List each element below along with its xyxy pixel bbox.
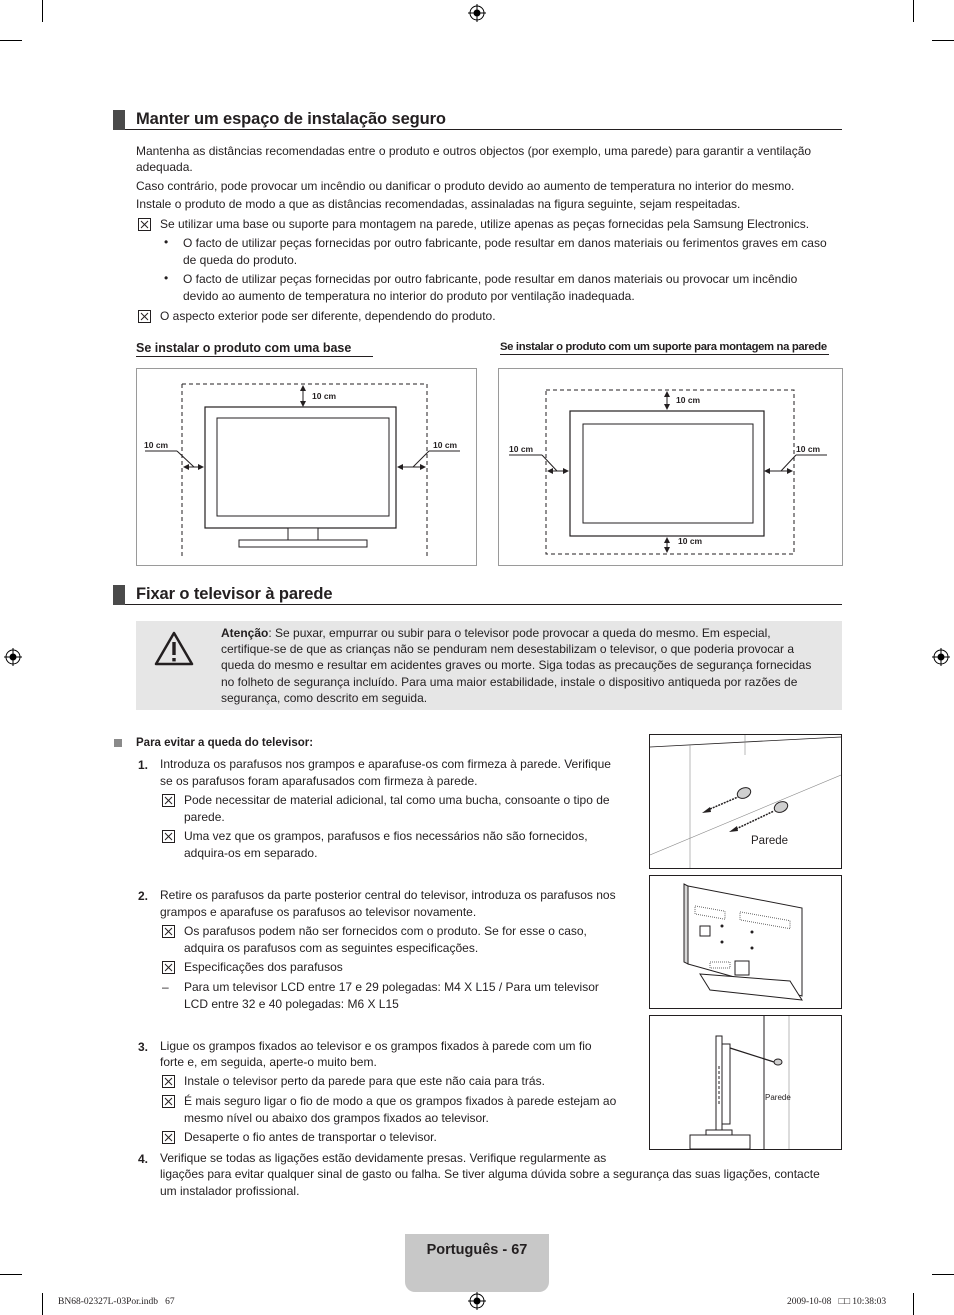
bullet-text: O facto de utilizar peças fornecidas por outro fabricante, pode resultar em danos materiais ou ferimentos graves em caso (183, 236, 827, 250)
illustration-tv-back (649, 875, 842, 1009)
note-text: Desaperte o fio antes de transportar o televisor. (184, 1130, 437, 1144)
crop-mark (42, 0, 43, 22)
step-number: 3. (138, 1040, 149, 1054)
step-number: 4. (138, 1152, 149, 1166)
registration-mark-icon (4, 648, 22, 666)
warning-line: queda do mesmo e resultar em acidentes graves ou morte. Siga todas as precauções de segurança fornecidas (221, 658, 812, 672)
note-icon (162, 830, 175, 843)
note-text: Especificações dos parafusos (184, 960, 343, 974)
stand-clearance-diagram (137, 369, 476, 565)
illustration-wall-brackets (649, 734, 842, 869)
dash-bullet: – (162, 980, 169, 994)
note-icon (138, 310, 151, 323)
crop-mark (0, 1274, 22, 1275)
note-text: Se utilizar uma base ou suporte para montagem na parede, utilize apenas as peças fornecidas pela Samsung Electronics. (160, 217, 810, 231)
section-title: Fixar o televisor à parede (136, 585, 333, 603)
crop-mark (913, 1293, 914, 1315)
illustration-label: Parede (765, 1093, 791, 1102)
note-text: Uma vez que os grampos, parafusos e fios necessários não são fornecidos, (184, 829, 588, 843)
warning-line: segurança, como descrito em seguida. (221, 691, 428, 705)
registration-mark-icon (468, 4, 486, 22)
step-text: Verifique se todas as ligações estão devidamente presas. Verifique regularmente as (160, 1151, 607, 1165)
heading-bar (113, 585, 125, 605)
print-date: 2009-10-08 □□ 10:38:03 (787, 1297, 887, 1307)
note-text: Os parafusos podem não ser fornecidos com o produto. Se for esse o caso, (184, 924, 587, 938)
warning-triangle-icon (154, 631, 194, 666)
warning-line: no folheto de segurança incluído. Para uma maior estabilidade, instale o dispositivo antiqueda por razões de (221, 675, 798, 689)
registration-mark-icon (468, 1292, 486, 1310)
illustration-side-view (649, 1015, 842, 1150)
dash-text: Para um televisor LCD entre 17 e 29 polegadas: M4 X L15 / Para um televisor (184, 980, 599, 994)
dimension-label: 10 cm (678, 536, 703, 546)
dimension-label: 10 cm (676, 395, 701, 405)
bullet-text: de queda do produto. (183, 253, 298, 267)
dimension-label: 10 cm (796, 444, 821, 454)
step-text: um instalador profissional. (160, 1184, 300, 1198)
tv-back-drawing (650, 876, 841, 1008)
step-text: forte e, em seguida, aperte-o muito bem. (160, 1055, 377, 1069)
section-heading (113, 110, 842, 130)
crop-mark (913, 0, 914, 22)
note-icon (162, 925, 175, 938)
warning-line: certifique-se de que as crianças não se penduram nem desestabilizam o televisor, o que poderia provocar a (221, 642, 794, 656)
step-text: Ligue os grampos fixados ao televisor e os grampos fixados à parede com um fio (160, 1039, 592, 1053)
wall-mount-clearance-diagram (499, 369, 842, 565)
note-text: O aspecto exterior pode ser diferente, dependendo do produto. (160, 309, 496, 323)
bullet-icon: • (164, 271, 169, 285)
paragraph: adequada. (136, 160, 193, 174)
heading-bar (113, 110, 125, 130)
figure-title: Se instalar o produto com um suporte para montagem na parede (500, 341, 829, 355)
step-number: 2. (138, 889, 149, 903)
bullet-icon: • (164, 235, 169, 249)
dimension-label: 10 cm (144, 440, 169, 450)
bullet-text: devido ao aumento de temperatura no interior do produto por ventilação inadequada. (183, 289, 635, 303)
step-text: Retire os parafusos da parte posterior central do televisor, introduza os parafusos nos (160, 888, 616, 902)
note-icon (162, 794, 175, 807)
note-text: adquira-os em separado. (184, 846, 318, 860)
note-text: Pode necessitar de material adicional, tal como uma bucha, consoante o tipo de (184, 793, 610, 807)
step-text: se os parafusos foram aparafusados com firmeza à parede. (160, 774, 478, 788)
step-text: Introduza os parafusos nos grampos e aparafuse-os com firmeza à parede. Verifique (160, 757, 611, 771)
subheading: Para evitar a queda do televisor: (136, 737, 314, 749)
warning-line: : Se puxar, empurrar ou subir para o televisor pode provocar a queda do mesmo. Em especial, (268, 626, 771, 640)
paragraph: Mantenha as distâncias recomendadas entre o produto e outros objectos (por exemplo, uma parede) para garantir a ventilação (136, 144, 812, 158)
bullet-text: O facto de utilizar peças fornecidas por outro fabricante, pode resultar em danos materiais ou provocar um incêndio (183, 272, 798, 286)
paragraph: Instale o produto de modo a que as distâncias recomendadas, assinaladas na figura seguinte, sejam respeitadas. (136, 197, 741, 211)
page-label: Português - 67 (426, 1242, 528, 1258)
step-number: 1. (138, 758, 149, 772)
note-icon (162, 961, 175, 974)
paragraph: Caso contrário, pode provocar um incêndio ou danificar o produto devido ao aumento de temperatura no interior do mesmo. (136, 179, 795, 193)
warning-label: Atenção (221, 626, 269, 640)
section-heading (113, 585, 842, 605)
crop-mark (42, 1293, 43, 1315)
note-icon (162, 1075, 175, 1088)
page-number-tab (405, 1234, 549, 1292)
note-text: parede. (184, 810, 225, 824)
dimension-label: 10 cm (433, 440, 458, 450)
note-icon (138, 218, 151, 231)
crop-mark (932, 1274, 954, 1275)
wall-brackets-drawing (650, 735, 841, 868)
dash-text: LCD entre 32 e 40 polegadas: M6 X L15 (184, 997, 399, 1011)
note-text: mesmo nível ou abaixo dos grampos fixados ao televisor. (184, 1111, 489, 1125)
dimension-label: 10 cm (509, 444, 534, 454)
file-info: BN68-02327L-03Por.indb 67 (58, 1297, 175, 1307)
section-title: Manter um espaço de instalação seguro (136, 110, 446, 128)
crop-mark (0, 40, 22, 41)
figure-stand-clearance (136, 368, 477, 566)
side-view-drawing (650, 1016, 841, 1149)
note-icon (162, 1095, 175, 1108)
note-text: adquira os parafusos com as seguintes especificações. (184, 941, 479, 955)
figure-title: Se instalar o produto com uma base (136, 341, 373, 357)
dimension-label: 10 cm (312, 391, 337, 401)
illustration-label: Parede (751, 835, 789, 847)
step-text: ligações para evitar qualquer sinal de gasto ou falha. Se tiver alguma dúvida sobre a segurança das suas ligações, contacte (160, 1167, 820, 1181)
warning-text (221, 625, 771, 642)
figure-wall-mount-clearance (498, 368, 843, 566)
note-text: É mais seguro ligar o fio de modo a que os grampos fixados à parede estejam ao (184, 1094, 617, 1108)
step-text: grampos e aparafuse os parafusos ao televisor novamente. (160, 905, 477, 919)
square-bullet-icon (114, 739, 122, 747)
registration-mark-icon (932, 648, 950, 666)
note-icon (162, 1131, 175, 1144)
note-text: Instale o televisor perto da parede para que este não caia para trás. (184, 1074, 545, 1088)
crop-mark (932, 40, 954, 41)
